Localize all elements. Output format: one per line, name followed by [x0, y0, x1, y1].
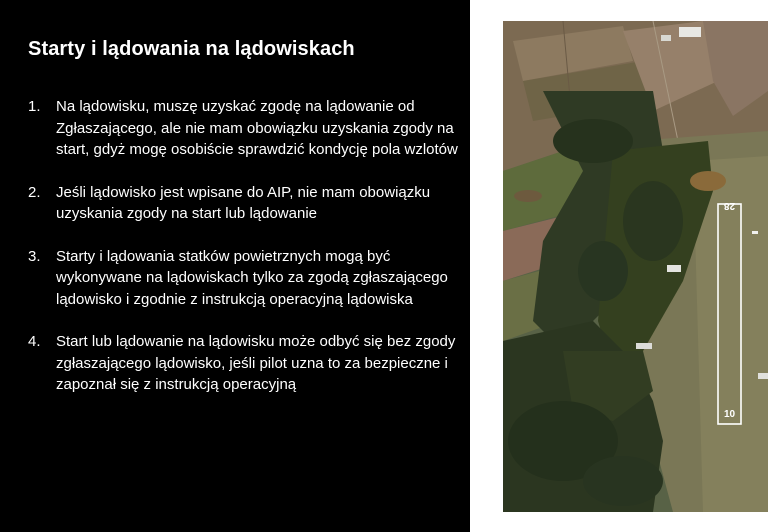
item-text: Na lądowisku, muszę uzyskać zgodę na lądowanie od Zgłaszającego, ale nie mam obowiązku uzyskania zgody na start, gdyż mogę osobiście sprawdzić kondycję pola wzlotów — [56, 98, 458, 158]
aerial-photo — [503, 21, 768, 512]
list-item — [28, 182, 460, 225]
item-text: Starty i lądowania statków powietrznych mogą być wykonywane na lądowiskach tylko za zgodą zgłaszającego lądowisko i zgodnie z instrukcją operacyjną lądowiska — [56, 247, 448, 308]
item-number: 3. — [28, 247, 41, 265]
item-text: Jeśli lądowisko jest wpisane do AIP, nie mam obowiązku uzyskania zgody na start lub lądowanie — [56, 183, 431, 222]
question-list — [28, 96, 460, 417]
list-item — [28, 331, 460, 396]
item-text: Start lub lądowanie na lądowisku może odbyć się bez zgody zgłaszającego lądowisko, jeśli pilot uzna to za bezpieczne i zapoznał się z instrukcją operacyjną — [56, 333, 456, 393]
list-item — [28, 96, 460, 161]
item-number: 1. — [28, 98, 41, 115]
item-number: 2. — [28, 183, 41, 201]
list-item — [28, 246, 460, 311]
item-number: 4. — [28, 333, 41, 350]
runway-label-top: 28 — [723, 200, 736, 211]
image-panel — [470, 0, 768, 532]
slide-title: Starty i lądowania na lądowiskach — [28, 38, 355, 60]
runway-label-bottom: 10 — [723, 409, 736, 420]
